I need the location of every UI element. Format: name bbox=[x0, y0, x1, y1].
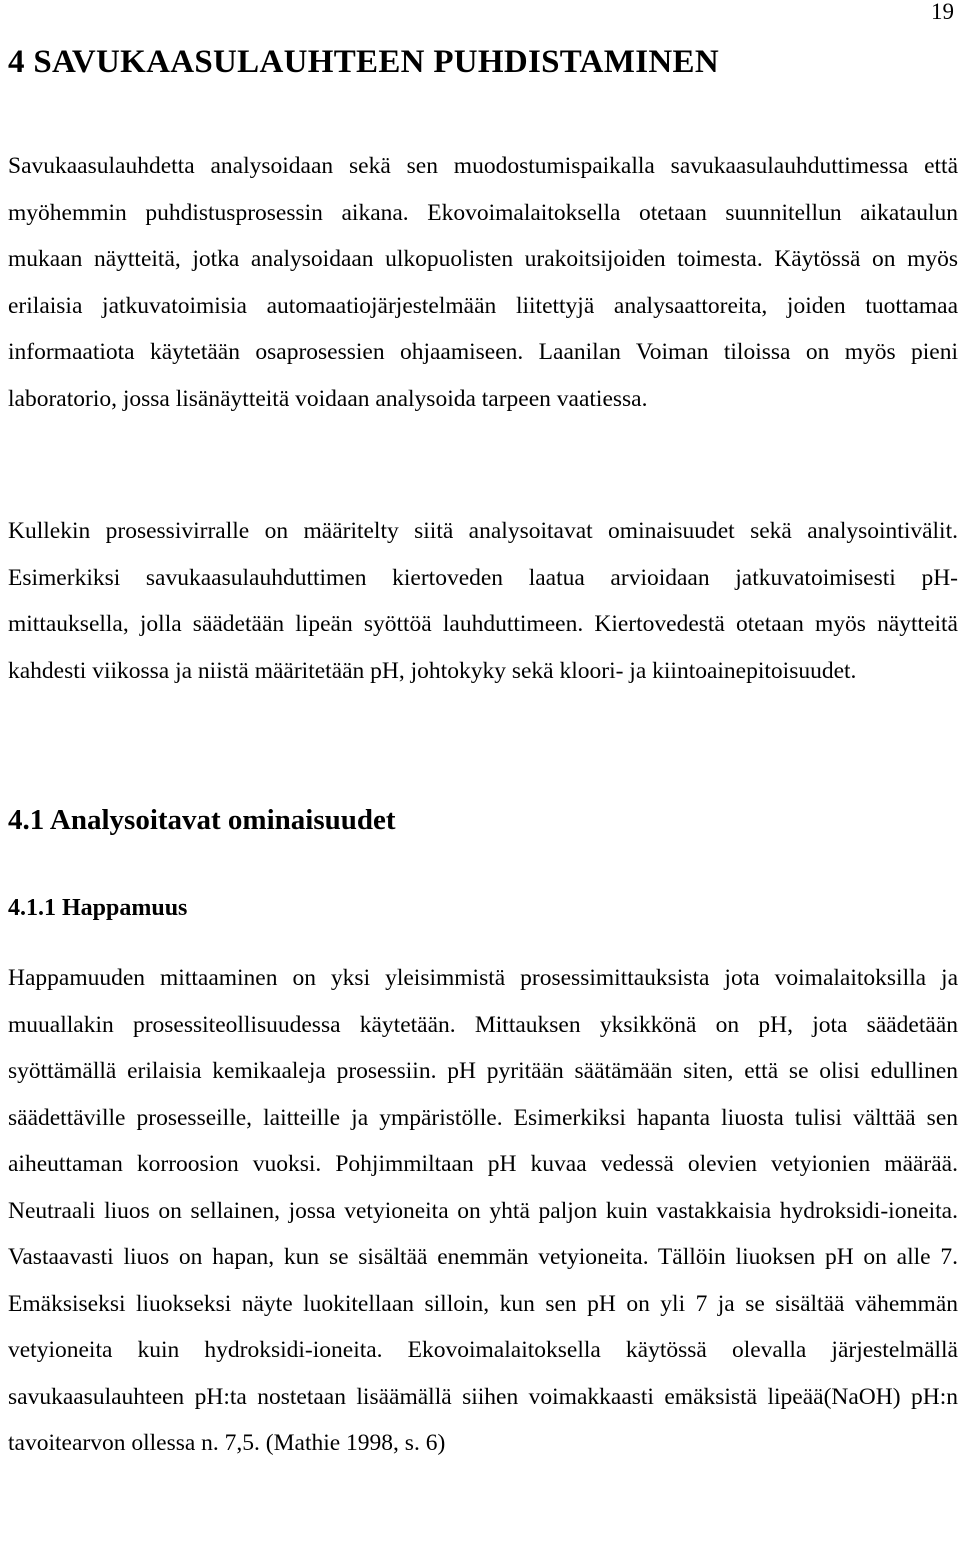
paragraph-analysis-intervals: Kullekin prosessivirralle on määritelty siitä analysoitavat ominaisuudet sekä analysointivälit. Esimerkiksi savukaasulauhduttimen kiertoveden laatua arvioidaan jatkuvatoimisesti pH-mittauksella, jolla säädetään lipeän syöttöä lauhduttimeen. Kiertovedestä otetaan myös näytteitä kahdesti viikossa ja niistä määritetään pH, johtokyky sekä kloori- ja kiintoainepitoisuudet. bbox=[8, 518, 958, 684]
page-number: 19 bbox=[931, 0, 954, 24]
chapter-title: 4 SAVUKAASULAUHTEEN PUHDISTAMINEN bbox=[8, 44, 719, 80]
subsection-title: 4.1.1 Happamuus bbox=[8, 895, 188, 921]
paragraph-acidity: Happamuuden mittaaminen on yksi yleisimmistä prosessimittauksista jota voimalaitoksilla ja muuallakin prosessiteollisuudessa käytetään. Mittauksen yksikkönä on pH, jota säädetään syöttämällä erilaisia kemikaaleja prosessiin. pH pyritään säätämään siten, että se olisi edullinen säädettäville prosesseille, laitteille ja ympäristölle. Esimerkiksi hapanta liuosta tulisi välttää sen aiheuttaman korroosion vuoksi. Pohjimmiltaan pH kuvaa vedessä olevien vetyionien määrää. Neutraali liuos on sellainen, jossa vetyioneita on yhtä paljon kuin vastakkaisia hydroksidi-ioneita. Vastaavasti liuos on hapan, kun se sisältää enemmän vetyioneita. Tällöin liuoksen pH on alle 7. Emäksiseksi liuokseksi näyte luokitellaan silloin, kun sen pH on yli 7 ja se sisältää vähemmän vetyioneita kuin hydroksidi-ioneita. Ekovoimalaitoksella käytössä olevalla järjestelmällä savukaasulauhteen pH:ta nostetaan lisäämällä siihen voimakkaasti emäksistä lipeää(NaOH) pH:n tavoitearvon ollessa n. 7,5. (Mathie 1998, s. 6) bbox=[8, 965, 958, 1456]
section-title: 4.1 Analysoitavat ominaisuudet bbox=[8, 804, 396, 836]
paragraph-intro: Savukaasulauhdetta analysoidaan sekä sen muodostumispaikalla savukaasulauhduttimessa että myöhemmin puhdistusprosessin aikana. Ekovoimalaitoksella otetaan suunnitellun aikataulun mukaan näytteitä, jotka analysoidaan ulkopuolisten urakoitsijoiden toimesta. Käytössä on myös erilaisia jatkuvatoimisia automaatiojärjestelmään liitettyjä analysaattoreita, joiden tuottamaa informaatiota käytetään osaprosessien ohjaamiseen. Laanilan Voiman tiloissa on myös pieni laboratorio, jossa lisänäytteitä voidaan analysoida tarpeen vaatiessa. bbox=[8, 153, 958, 412]
